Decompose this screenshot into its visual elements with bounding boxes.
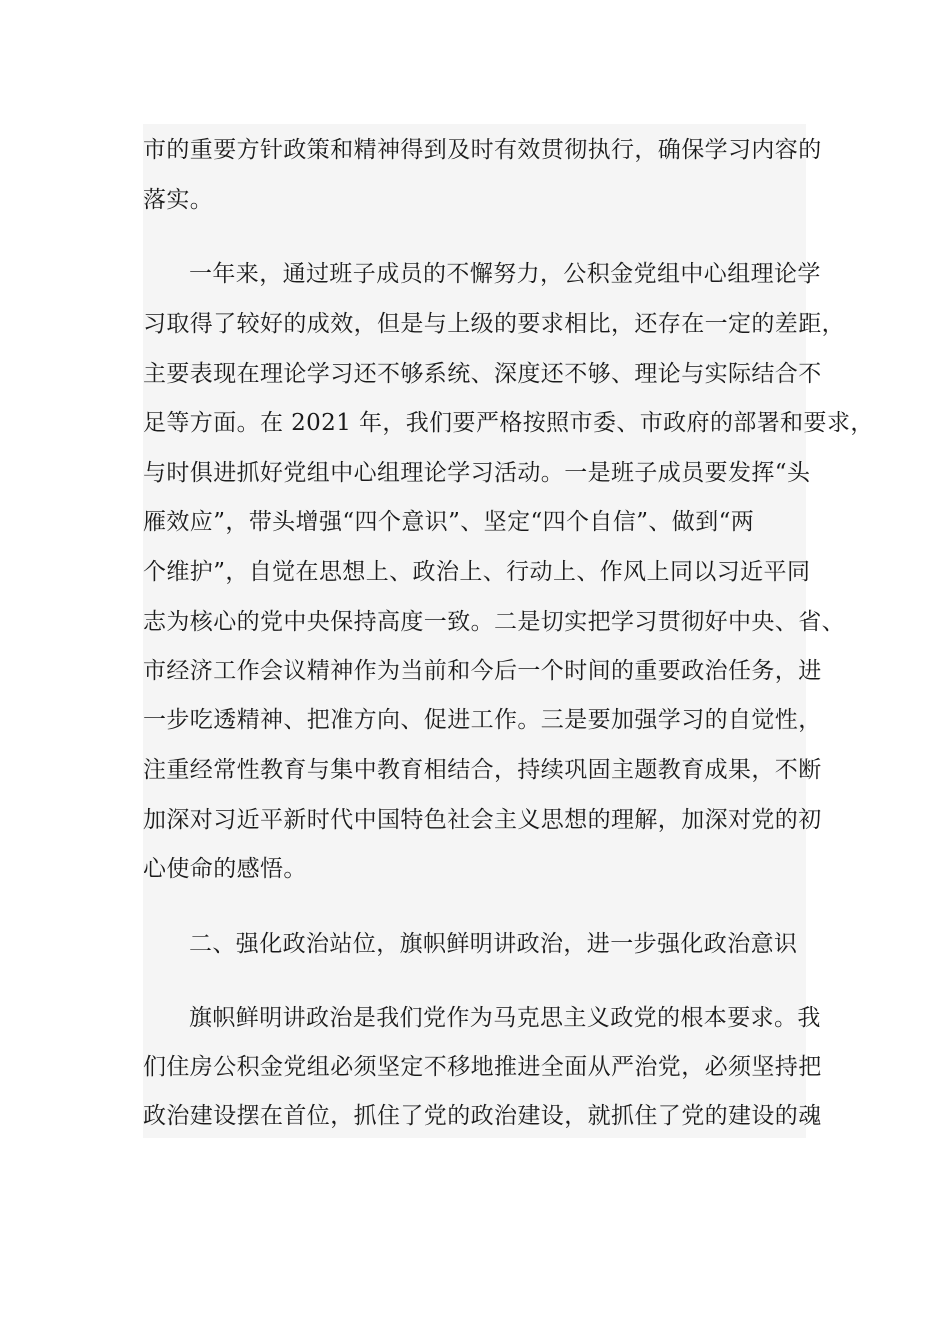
paragraph-line: 习取得了较好的成效，但是与上级的要求相比，还存在一定的差距，	[143, 311, 845, 337]
paragraph-line: 市的重要方针政策和精神得到及时有效贯彻执行，确保学习内容的	[143, 137, 822, 163]
paragraph-line: 们住房公积金党组必须坚定不移地推进全面从严治党，必须坚持把	[143, 1054, 822, 1080]
paragraph-line: 市经济工作会议精神作为当前和今后一个时间的重要政治任务，进	[143, 658, 822, 684]
document-text-block	[143, 124, 874, 1138]
paragraph-line: 加深对习近平新时代中国特色社会主义思想的理解，加深对党的初	[143, 807, 822, 833]
paragraph-line: 落实。	[143, 187, 214, 213]
section-heading: 二、强化政治站位，旗帜鲜明讲政治，进一步强化政治意识	[189, 931, 798, 957]
paragraph-line: 一年来，通过班子成员的不懈努力，公积金党组中心组理论学	[189, 261, 821, 287]
paragraph-line: 主要表现在理论学习还不够系统、深度还不够、理论与实际结合不	[143, 361, 822, 387]
paragraph-line: 政治建设摆在首位，抓住了党的政治建设，就抓住了党的建设的魂	[143, 1103, 822, 1129]
paragraph-line: 注重经常性教育与集中教育相结合，持续巩固主题教育成果，不断	[143, 757, 822, 783]
paragraph-line: 与时俱进抓好党组中心组理论学习活动。一是班子成员要发挥“头	[143, 460, 811, 486]
paragraph-line: 足等方面。在 2021 年，我们要严格按照市委、市政府的部署和要求，	[143, 410, 874, 436]
paragraph-line: 一步吃透精神、把准方向、促进工作。三是要加强学习的自觉性，	[143, 707, 822, 733]
paragraph-line: 心使命的感悟。	[143, 856, 307, 882]
paragraph-line: 志为核心的党中央保持高度一致。二是切实把学习贯彻好中央、省、	[143, 609, 845, 635]
paragraph-line: 旗帜鲜明讲政治是我们党作为马克思主义政党的根本要求。我	[189, 1005, 821, 1031]
paragraph-line: 个维护”，自觉在思想上、政治上、行动上、作风上同以习近平同	[143, 559, 811, 585]
paragraph-line: 雁效应”，带头增强“四个意识”、坚定“四个自信”、做到“两	[143, 509, 755, 535]
